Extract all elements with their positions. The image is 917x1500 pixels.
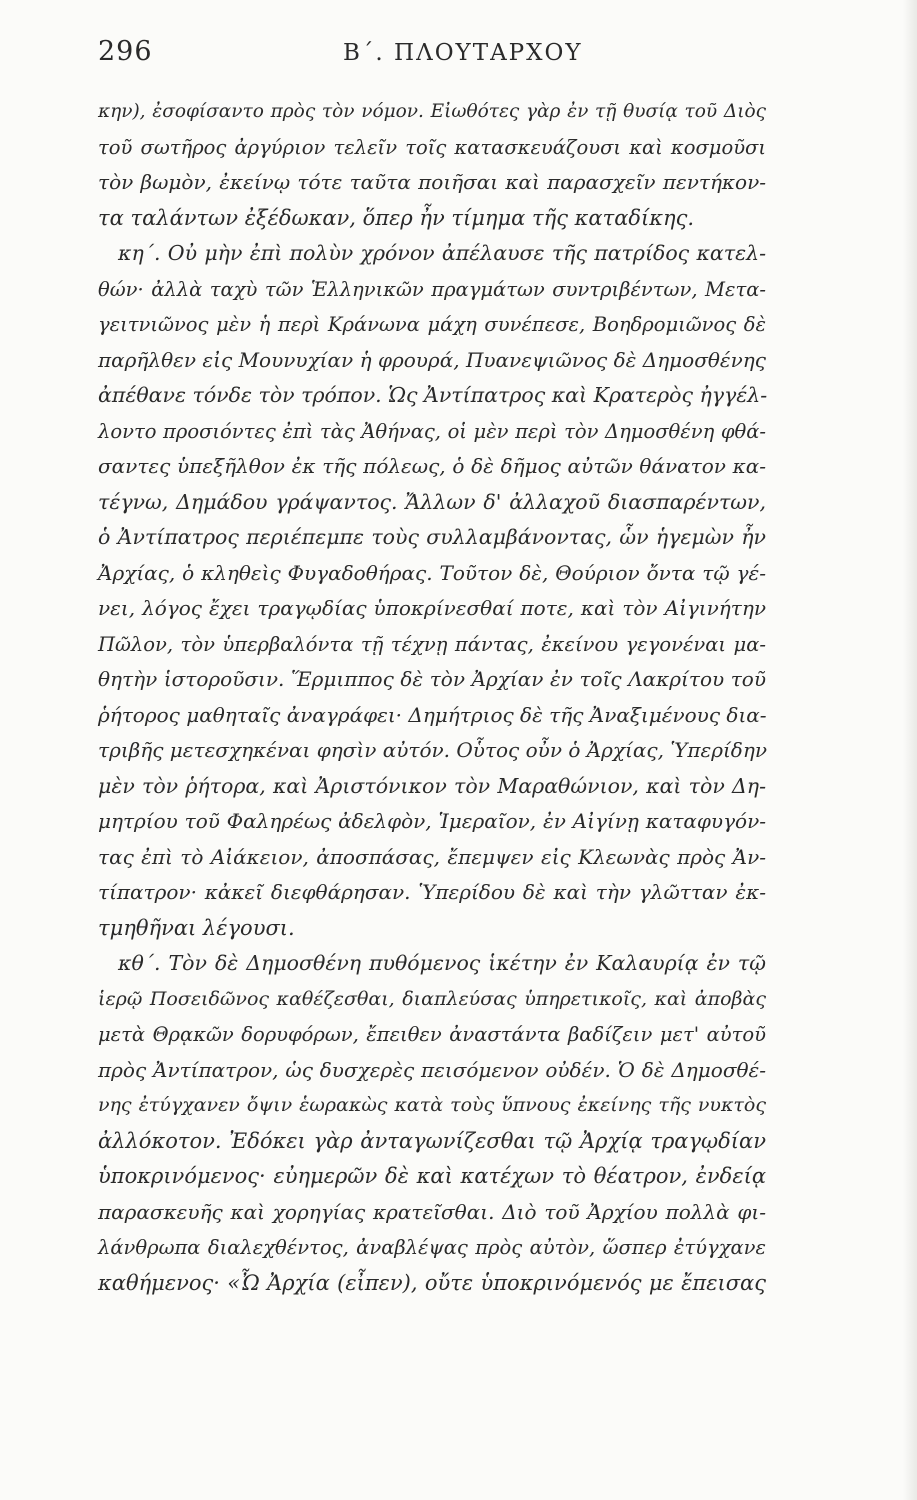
text-line: νει, λόγος ἔχει τραγῳδίας ὑποκρίνεσθαί ποτε, καὶ τὸν Αἰγινήτην [98,596,766,620]
text-line: λάνθρωπα διαλεχθέντος, ἀναβλέψας πρὸς αὐτὸν, ὥσπερ ἐτύγχανε [98,1236,766,1259]
body-text [98,94,766,1301]
text-line: κη΄. Οὐ μὴν ἐπὶ πολὺν χρόνον ἀπέλαυσε τῆς πατρίδος κατελ- [118,241,766,265]
text-line: σαντες ὑπεξῆλθον ἐκ τῆς πόλεως, ὁ δὲ δῆμος αὐτῶν θάνατον κα- [98,454,766,478]
text-line: γειτνιῶνος μὲν ἡ περὶ Κράνωνα μάχη συνέπεσε, Βοηδρομιῶνος δὲ [98,313,766,336]
text-line: Πῶλον, τὸν ὑπερβαλόντα τῇ τέχνῃ πάντας, ἐκείνου γεγονέναι μα- [98,632,766,656]
text-line: τα ταλάντων ἐξέδωκαν, ὅπερ ἦν τίμημα τῆς καταδίκης. [98,205,695,230]
text-line: κθ΄. Τὸν δὲ Δημοσθένη πυθόμενος ἱκέτην ἐν Καλαυρίᾳ ἐν τῷ [118,951,766,975]
text-line: θών· ἀλλὰ ταχὺ τῶν Ἑλληνικῶν πραγμάτων συντριβέντων, Μετα- [98,277,766,301]
page-header [98,36,788,76]
text-line: τοῦ σωτῆρος ἀργύριον τελεῖν τοῖς κατασκευάζουσι καὶ κοσμοῦσι [98,135,766,159]
text-line: ἀπέθανε τόνδε τὸν τρόπον. Ὡς Ἀντίπατρος καὶ Κρατερὸς ἠγγέλ- [98,383,768,407]
page-number: 296 [98,36,153,67]
page-gutter-shadow [903,0,917,1500]
text-line: τμηθῆναι λέγουσι. [98,915,295,940]
text-line: τας ἐπὶ τὸ Αἰάκειον, ἀποσπάσας, ἔπεμψεν εἰς Κλεωνὰς πρὸς Ἀν- [98,844,766,869]
text-line: παρασκευῆς καὶ χορηγίας κρατεῖσθαι. Διὸ τοῦ Ἀρχίου πολλὰ φι- [98,1199,766,1224]
text-line: τίπατρον· κἀκεῖ διεφθάρησαν. Ὑπερίδου δὲ καὶ τὴν γλῶτταν ἐκ- [98,880,766,904]
text-line: Ἀρχίας, ὁ κληθεὶς Φυγαδοθήρας. Τοῦτον δὲ, Θούριον ὄντα τῷ γέ- [98,560,766,585]
text-line: τέγνω, Δημάδου γράψαντος. Ἄλλων δ' ἀλλαχοῦ διασπαρέντων, [98,489,766,514]
text-line: ἱερῷ Ποσειδῶνος καθέζεσθαι, διαπλεύσας ὑπηρετικοῖς, καὶ ἀποβὰς [98,987,766,1010]
text-line: μητρίου τοῦ Φαληρέως ἀδελφὸν, Ἱμεραῖον, ἐν Αἰγίνῃ καταφυγόν- [98,809,766,833]
text-line: ὁ Ἀντίπατρος περιέπεμπε τοὺς συλλαμβάνοντας, ὧν ἡγεμὼν ἦν [98,525,766,549]
text-line: ὑποκρινόμενος· εὐημερῶν δὲ καὶ κατέχων τὸ θέατρον, ἐνδείᾳ [98,1164,766,1188]
text-line: τὸν βωμὸν, ἐκείνῳ τότε ταῦτα ποιῆσαι καὶ παρασχεῖν πεντήκον- [98,170,766,194]
text-line: καθήμενος· «Ὦ Ἀρχία (εἶπεν), οὔτε ὑποκρινόμενός με ἔπεισας [98,1270,766,1295]
text-line: μὲν τὸν ῥήτορα, καὶ Ἀριστόνικον τὸν Μαραθώνιον, καὶ τὸν Δη- [98,773,766,798]
text-line: πρὸς Ἀντίπατρον, ὡς δυσχερὲς πεισόμενον οὐδέν. Ὁ δὲ Δημοσθέ- [98,1057,766,1082]
text-line: κην), ἐσοφίσαντο πρὸς τὸν νόμον. Εἰωθότες γὰρ ἐν τῇ θυσίᾳ τοῦ Διὸς [98,101,766,122]
running-head: Β΄. ΠΛΟΥΤΑΡΧΟΥ [343,40,583,66]
text-line: ἀλλόκοτον. Ἐδόκει γὰρ ἀνταγωνίζεσθαι τῷ Ἀρχίᾳ τραγῳδίαν [98,1128,766,1153]
text-line: θητὴν ἱστοροῦσιν. Ἕρμιππος δὲ τὸν Ἀρχίαν ἐν τοῖς Λακρίτου τοῦ [98,667,766,691]
text-line: τριβῆς μετεσχηκέναι φησὶν αὐτόν. Οὗτος οὖν ὁ Ἀρχίας, Ὑπερίδην [98,738,767,762]
text-line: ῥήτορος μαθηταῖς ἀναγράφει· Δημήτριος δὲ τῆς Ἀναξιμένους δια- [98,702,767,727]
text-line: μετὰ Θρᾳκῶν δορυφόρων, ἔπειθεν ἀναστάντα βαδίζειν μετ' αὐτοῦ [98,1023,766,1046]
text-line: λοντο προσιόντες ἐπὶ τὰς Ἀθήνας, οἱ μὲν περὶ τὸν Δημοσθένη φθά- [98,419,766,443]
text-line: νης ἐτύγχανεν ὄψιν ἑωρακὼς κατὰ τοὺς ὕπνους ἐκείνης τῆς νυκτὸς [98,1094,766,1116]
text-line: παρῆλθεν εἰς Μουνυχίαν ἡ φρουρά, Πυανεψιῶνος δὲ Δημοσθένης [98,347,766,372]
